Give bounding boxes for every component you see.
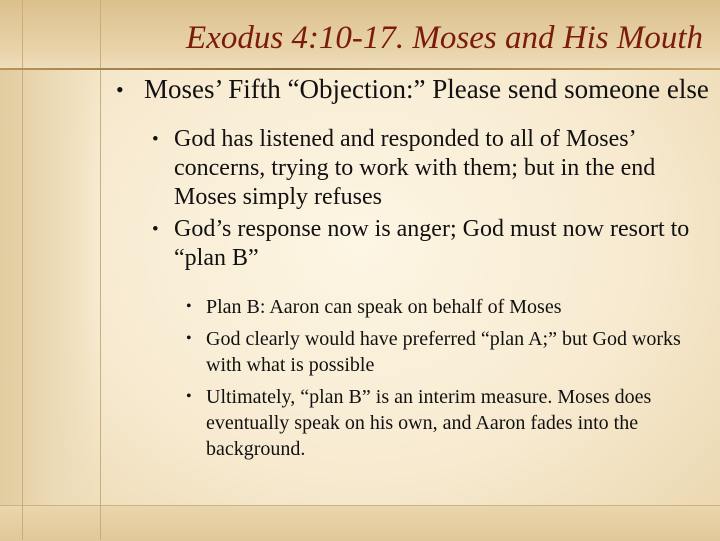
bullet-icon: •: [152, 129, 159, 150]
bullet-text: Plan B: Aaron can speak on behalf of Moses: [206, 296, 562, 318]
bullet-item-level3: [112, 384, 712, 462]
decorative-line: [22, 0, 23, 540]
footer-band: [0, 505, 720, 541]
bullet-icon: •: [186, 298, 192, 315]
bullet-icon: •: [186, 330, 192, 347]
bullet-icon: •: [116, 77, 124, 102]
decorative-line: [100, 0, 101, 540]
bullet-text: God’s response now is anger; God must now resort to “plan B”: [174, 216, 690, 271]
title-rule: [0, 68, 720, 70]
bullet-item-level1: [112, 74, 712, 105]
bullet-item-level2: [112, 215, 712, 273]
bullet-item-level3: [112, 294, 712, 320]
left-decorative-band: [0, 0, 100, 540]
slide-body: [112, 74, 712, 462]
bullet-item-level3: [112, 326, 712, 378]
bullet-text: God clearly would have preferred “plan A;” but God works with what is possible: [206, 328, 681, 376]
bullet-icon: •: [186, 388, 192, 405]
bullet-icon: •: [152, 219, 159, 240]
bullet-text: Ultimately, “plan B” is an interim measure. Moses does eventually speak on his own, and Aaron fades into the background.: [206, 386, 652, 460]
bullet-item-level2: [112, 125, 712, 212]
bullet-text: God has listened and responded to all of Moses’ concerns, trying to work with them; but in the end Moses simply refuses: [174, 126, 656, 210]
bullet-text: Moses’ Fifth “Objection:” Please send someone else: [144, 74, 709, 104]
slide-title: Exodus 4:10-17. Moses and His Mouth: [186, 20, 703, 56]
